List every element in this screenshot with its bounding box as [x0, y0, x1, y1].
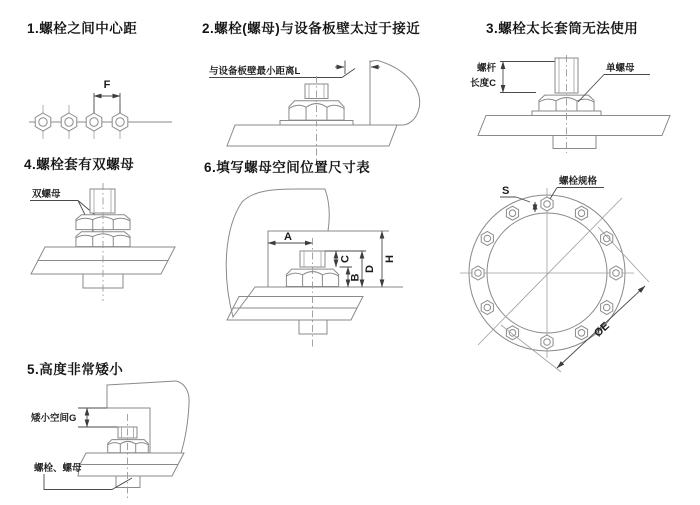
- label-small-space: 矮小空间G: [31, 413, 77, 424]
- label-min-distance: 与设备板壁最小距离L: [209, 66, 301, 77]
- label-rod-line1: 螺杆: [476, 63, 496, 74]
- diagram-small-height: [28, 372, 240, 505]
- dim-label-f: F: [103, 79, 111, 91]
- dim-label-a: A: [284, 231, 292, 243]
- diagram-flange-bolt-circle: [452, 168, 700, 403]
- diagram-bolt-center-distance: [20, 72, 180, 152]
- dim-label-e: ØE: [592, 319, 612, 340]
- label-bolt-spec: 螺栓规格: [559, 176, 598, 187]
- dim-label-s: S: [502, 185, 510, 197]
- diagram-nut-near-wall: [205, 58, 440, 170]
- label-bolt-nut: 螺栓、螺母: [34, 463, 82, 474]
- diagram-nut-space-dimensions: [215, 183, 420, 351]
- label-double-nut: 双螺母: [32, 189, 61, 200]
- section5-title: 5.高度非常矮小: [27, 362, 124, 377]
- section4-title: 4.螺栓套有双螺母: [24, 157, 135, 172]
- section1-title: 1.螺栓之间中心距: [27, 21, 138, 36]
- dim-label-b: B: [349, 273, 362, 282]
- dim-label-h: H: [384, 255, 396, 263]
- dim-label-c: C: [339, 255, 352, 263]
- section2-title: 2.螺栓(螺母)与设备板壁太过于接近: [202, 21, 421, 36]
- section3-title: 3.螺栓太长套筒无法使用: [486, 21, 639, 36]
- diagram-double-nut: [25, 183, 195, 305]
- label-rod-line2: 长度C: [470, 78, 496, 89]
- label-single-nut: 单螺母: [606, 63, 635, 74]
- dim-label-d: D: [364, 265, 376, 273]
- section6-title: 6.填写螺母空间位置尺寸表: [204, 160, 371, 175]
- diagram-bolt-too-long: [458, 55, 700, 157]
